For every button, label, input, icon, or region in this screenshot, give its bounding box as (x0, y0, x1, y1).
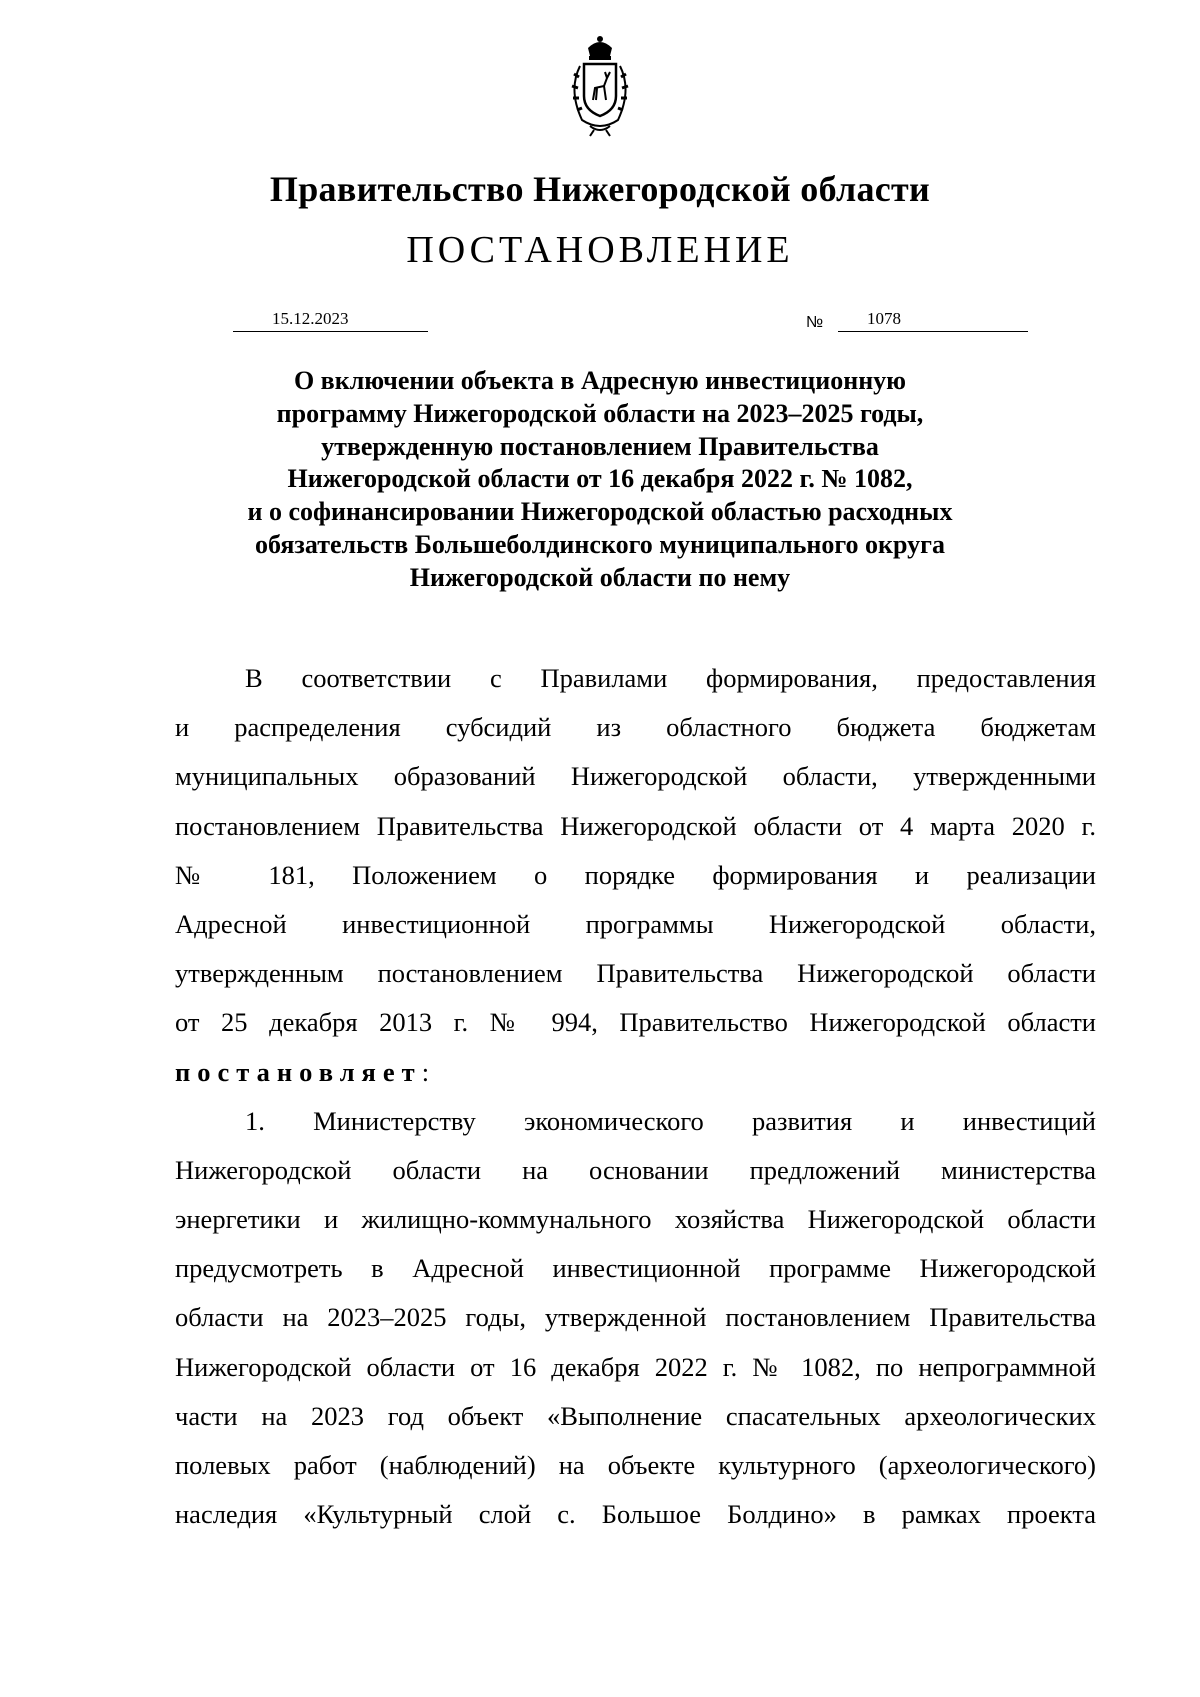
body-line: энергетики и жилищно-коммунального хозяйства Нижегородской области (175, 1204, 1096, 1235)
title-line: Нижегородской области по нему (409, 562, 791, 592)
document-body (175, 654, 1096, 1539)
body-line: от 25 декабря 2013 г. № 994, Правительство Нижегородской области (175, 1007, 1096, 1038)
body-line: муниципальных образований Нижегородской области, утвержденными (175, 761, 1096, 792)
title-line: О включении объекта в Адресную инвестиционную (293, 366, 907, 395)
resolution-keyword: постановляет (175, 1056, 422, 1087)
title-line: и о софинансировании Нижегородской областью расходных (247, 497, 953, 527)
body-line: Нижегородской области от 16 декабря 2022 г. № 1082, по непрограммной (175, 1351, 1096, 1382)
body-line: части на 2023 год объект «Выполнение спасательных археологических (175, 1400, 1096, 1431)
document-title (160, 365, 1040, 595)
body-line: области на 2023–2025 годы, утвержденной постановлением Правительства (175, 1302, 1096, 1333)
body-line: и распределения субсидий из областного бюджета бюджетам (175, 712, 1096, 743)
body-line: В соответствии с Правилами формирования, предоставления (245, 663, 1096, 693)
body-line: 1. Министерству экономического развития и инвестиций (245, 1105, 1096, 1136)
body-line: Адресной инвестиционной программы Нижегородской области, (175, 908, 1096, 939)
document-number: 1078 (867, 309, 901, 328)
body-line: № 181, Положением о порядке формирования и реализации (175, 859, 1096, 890)
body-line: утвержденным постановлением Правительства Нижегородской области (175, 958, 1096, 989)
organization-name: Правительство Нижегородской области (269, 169, 931, 209)
body-line: Нижегородской области на основании предложений министерства (175, 1154, 1096, 1185)
colon: : (421, 1056, 430, 1087)
title-line: утвержденную постановлением Правительства (321, 431, 879, 461)
document-date: 15.12.2023 (272, 309, 349, 328)
number-sign: № (806, 314, 824, 331)
title-line: Нижегородской области от 16 декабря 2022 г. № 1082, (287, 464, 913, 494)
body-line: предусмотреть в Адресной инвестиционной программе Нижегородской (175, 1253, 1096, 1284)
resolution-keyword-line (175, 1048, 1096, 1097)
body-line: постановлением Правительства Нижегородской области от 4 марта 2020 г. (175, 810, 1096, 841)
body-line: наследия «Культурный слой с. Большое Болдино» в рамках проекта (175, 1499, 1096, 1530)
coat-of-arms-icon (560, 34, 640, 138)
document-type: ПОСТАНОВЛЕНИЕ (406, 229, 794, 271)
title-line: программу Нижегородской области на 2023–2025 годы, (276, 398, 924, 428)
title-line: обязательств Большеболдинского муниципального округа (255, 529, 945, 559)
body-line: полевых работ (наблюдений) на объекте культурного (археологического) (175, 1450, 1096, 1480)
